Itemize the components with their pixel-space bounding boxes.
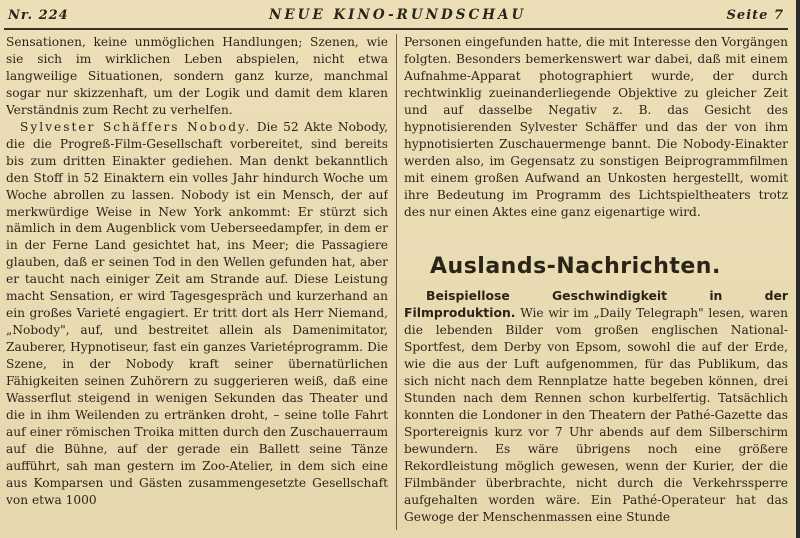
article-continuation: Sensationen, keine unmöglichen Handlungen; Szenen, wie sie sich im wirklichen Leben abspielen, nicht etwa langweilige Situationen, sondern ganz kurze, manchmal sogar nur skizzenhaft, um der Logik und damit dem klaren Verständnis zum Recht zu verhelfen. [6,35,388,117]
right-column [404,34,788,532]
nobody-article-body: Die 52 Akte Nobody, die die Progreß-Film-Gesellschaft vorbereitet, sind bereits bis zum dritten Einakter gediehen. Man denkt bekanntlich den Stoff in 52 Einaktern ein volles Jahr hindurch Woche um Woche abrollen zu lassen. Nobody ist ein Mensch, der auf merkwürdige Weise in New York ankommt: Er stürzt sich nämlich in dem Augenblick vom Ueberseedampfer, in dem er in der Ferne Land gesichtet hat, ins Meer; die Passagiere glauben, daß er seinen Tod in den Wellen gefunden hat, aber er taucht nach einiger Zeit am Strande auf. Diese Leistung macht Sensation, er wird Tagesgespräch und kurzerhand an ein großes Varieté engagiert. Er tritt dort als Herr Niemand, „Nobody", auf, und bestreitet allein als Damenimitator, Zauberer, Hypnotiseur, fast ein ganzes Varietéprogramm. Die Szene, in der Nobody kraft seiner übernatürlichen Fähigkeiten seinen Zuhörern zu suggerieren weiß, daß eine Wasserflut steigend in wenigen Sekunden das Theater und die in ihm Weilenden zu ertränken droht, – seine tolle Fahrt auf einer römischen Troika mitten durch den Zuschauerraum auf die Bühne, auf der gerade ein Ballett seine Tänze aufführt, sah man gestern im Zoo-Atelier, in dem sich eine aus Komparsen und Gästen zusammengesetzte Gesellschaft von etwa 1000 [6,119,388,507]
header-rule [4,28,788,30]
publication-title: NEUE KINO-RUNDSCHAU [269,7,527,23]
page-number: Seite 7 [726,7,784,23]
news-article-body: Wie wir im „Daily Telegraph" lesen, waren die lebenden Bilder vom großen englischen National-Sportfest, dem Derby von Epsom, sowohl die auf der Erde, wie die aus der Luft aufgenommen, für das Publikum, das sich nicht nach dem Rennplatze hatte begeben können, drei Stunden nach dem Rennen schon kurbelfertig. Tatsächlich konnten die Londoner in den Theatern der Pathé-Gazette das Sportereignis kurz vor 7 Uhr abends auf dem Silberschirm bewundern. Es wäre übrigens noch eine größere Rekordleistung möglich gewesen, wenn der Kurier, der die Filmbänder überbrachte, nicht durch die Verkehrssperre aufgehalten worden wäre. Ein Pathé-Operateur hat das Gewoge der Menschenmassen eine Stunde [404,306,788,524]
nobody-article-lead: Sylvester Schäffers Nobody. [20,119,252,134]
news-article-subhead: Beispiellose Geschwindigkeit in der Filmproduktion. [404,288,788,321]
news-article [404,288,788,525]
nobody-article-continuation: Personen eingefunden hatte, die mit Interesse den Vorgängen folgten. Besonders bemerkenswert war dabei, daß mit einem Aufnahme-Apparat photographiert wurde, der durch rechtwinklig zueinanderliegende Objektive zu gleicher Zeit und auf dasselbe Negativ z. B. das Gesicht des hypnotisierenden Sylvester Schäffer und das der von ihm hypnotisierten Zuschauermenge bannt. Die Nobody-Einakter werden also, im Gegensatz zu sonstigen Beiprogrammfilmen mit einem großen Aufwand an Unkosten hergestellt, womit ihre Bedeutung im Programm des Lichtspieltheaters trotz des nur einen Aktes eine ganz eigenartige wird. [404,35,788,219]
left-column [6,34,388,532]
column-divider [396,34,397,530]
page-header [8,4,784,26]
section-headline: Auslands-Nachrichten. [430,254,721,280]
nobody-article [6,119,388,509]
issue-number: Nr. 224 [8,7,69,23]
